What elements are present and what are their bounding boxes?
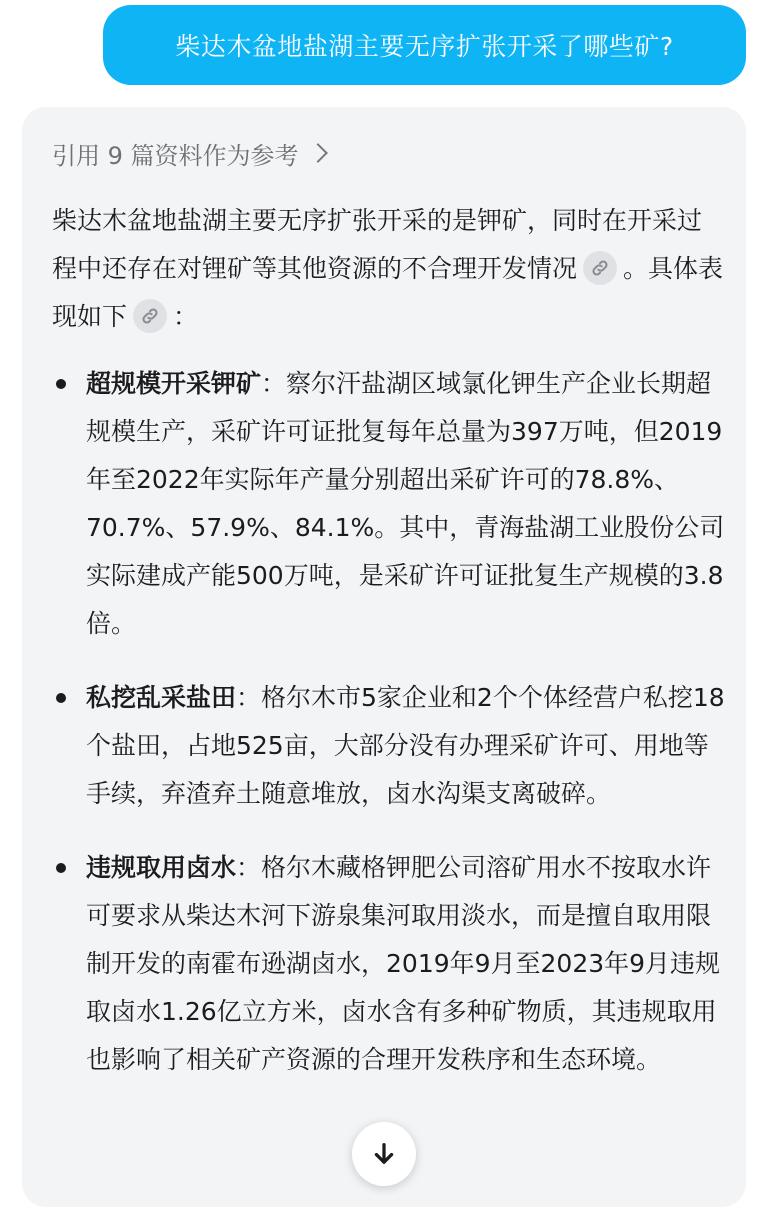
list-item xyxy=(52,360,732,648)
intro-text-2: 。具体表现如下 xyxy=(52,254,724,331)
bullet-text: ：察尔汗盐湖区域氯化钾生产企业长期超规模生产，采矿许可证批复每年总量为397万吨，但2019年至2022年实际年产量分别超出采矿许可的78.8%、70.7%、57.9%、84.1%。其中，青海盐湖工业股份公司实际建成产能500万吨，是采矿许可证批复生产规模的3.8倍。 xyxy=(86,369,725,638)
references-toggle[interactable] xyxy=(52,132,325,174)
user-message-text: 柴达木盆地盐湖主要无序扩张开采了哪些矿? xyxy=(175,32,674,61)
bullet-text: ：格尔木藏格钾肥公司溶矿用水不按取水许可要求从柴达木河下游泉集河取用淡水，而是擅自取用限制开发的南霍布逊湖卤水，2019年9月至2023年9月违规取卤水1.26亿立方米，卤水含有多种矿物质，其违规取用也影响了相关矿产资源的合理开发秩序和生态环境。 xyxy=(86,853,721,1074)
intro-text-1: 柴达木盆地盐湖主要无序扩张开采的是钾矿，同时在开采过程中还存在对锂矿等其他资源的不合理开发情况 xyxy=(52,206,703,283)
user-message-bubble xyxy=(103,5,746,85)
bullet-dot xyxy=(56,379,66,389)
intro-text-3: ： xyxy=(173,302,199,331)
bullet-title: 违规取用卤水 xyxy=(86,853,237,882)
references-label: 引用 9 篇资料作为参考 xyxy=(52,141,299,170)
scroll-to-bottom-button[interactable] xyxy=(352,1122,416,1186)
arrow-down-icon xyxy=(370,1140,398,1168)
bullet-list xyxy=(52,360,732,1110)
bullet-title: 私挖乱采盐田 xyxy=(86,683,237,712)
bullet-dot xyxy=(56,693,66,703)
link-icon[interactable] xyxy=(583,251,617,285)
bullet-dot xyxy=(56,863,66,873)
list-item xyxy=(52,844,732,1084)
bullet-text: ：格尔木市5家企业和2个个体经营户私挖18个盐田，占地525亩，大部分没有办理采矿许可、用地等手续，弃渣弃土随意堆放，卤水沟渠支离破碎。 xyxy=(86,683,725,808)
chevron-right-icon xyxy=(308,143,328,163)
list-item xyxy=(52,674,732,818)
bullet-title: 超规模开采钾矿 xyxy=(86,369,262,398)
answer-intro xyxy=(52,197,724,341)
link-icon[interactable] xyxy=(133,299,167,333)
